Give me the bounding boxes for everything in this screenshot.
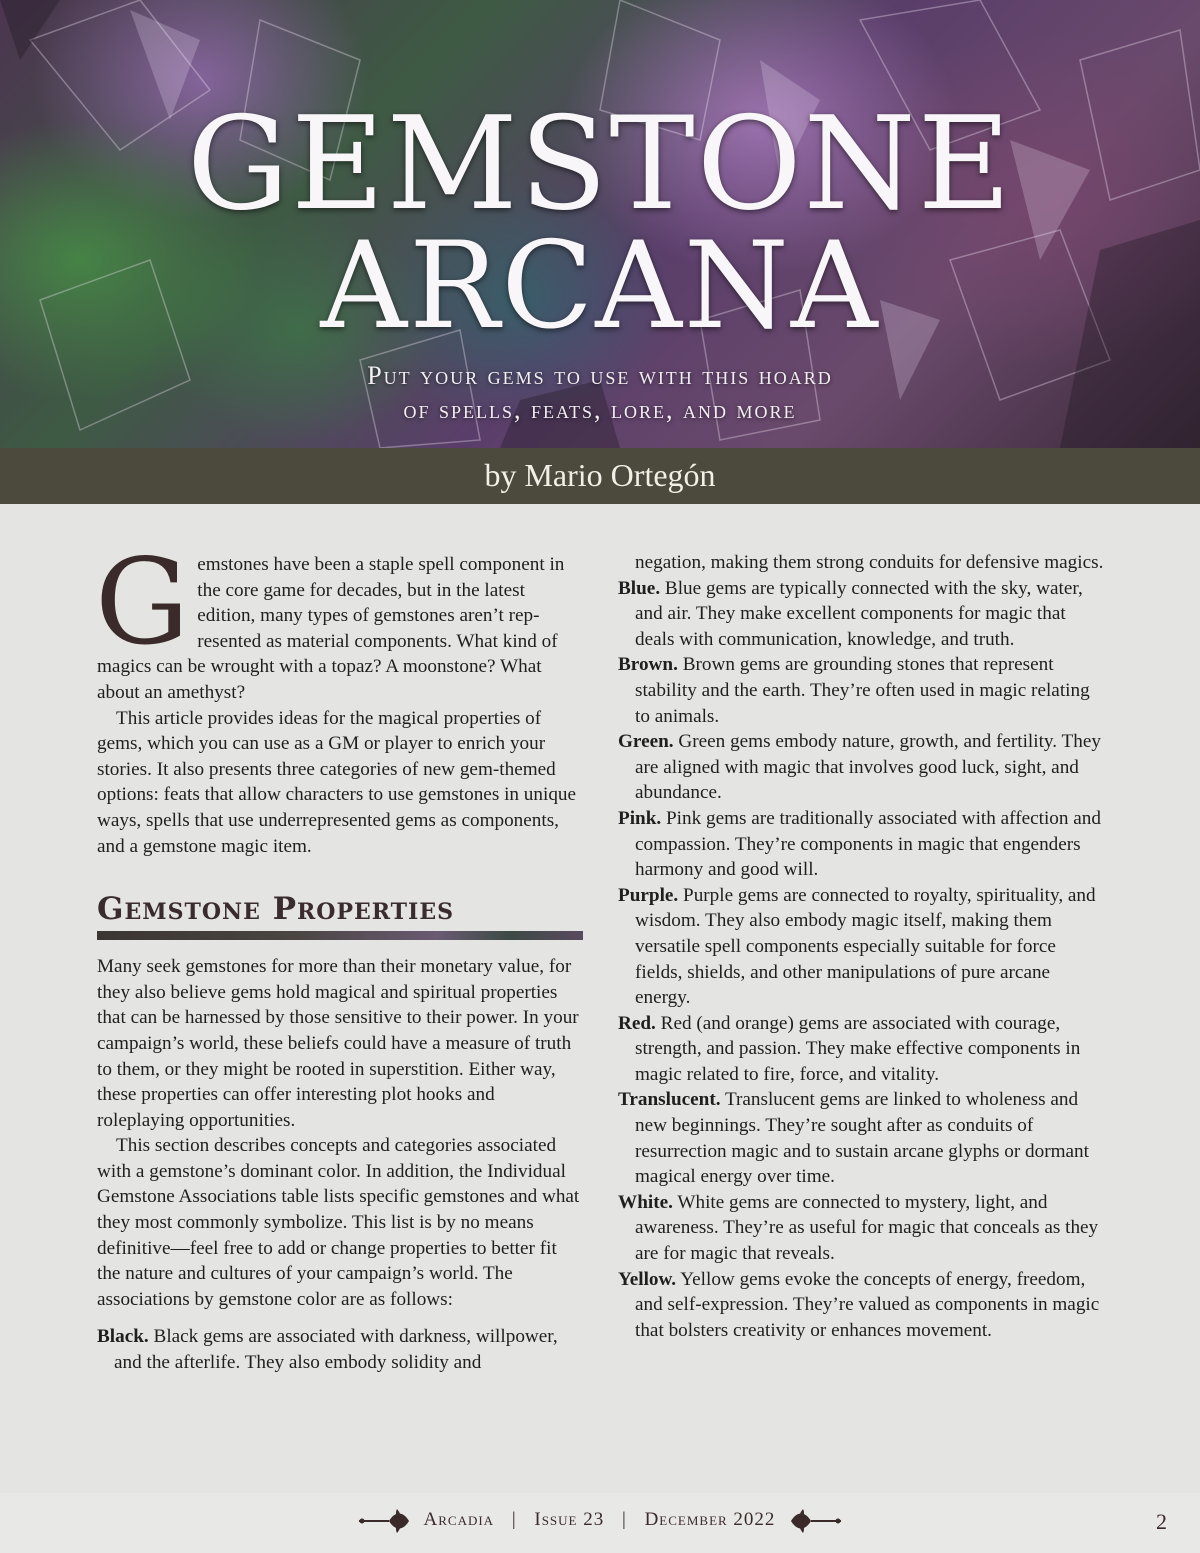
- color-entry-black-continued: negation, making them strong conduits for defensive magics.: [635, 552, 1104, 573]
- color-label: Pink.: [618, 807, 662, 829]
- color-text: White gems are connected to mystery, light, and awareness. They’re as useful for magic that conceals as they are for magic that reveals.: [635, 1191, 1099, 1265]
- section-paragraph-2: This section describes concepts and categories associated with a gemstone’s dominant color. In addition, the Individual Gemstone Associations table lists specific gemstones and what they most commonly symbolize. This list is by no means definitive—feel free to add or change properties to better fit the nature and cultures of your campaign’s world. The associations by gemstone color are as follows:: [97, 1135, 580, 1310]
- color-label: Translucent.: [618, 1089, 721, 1111]
- color-entry: [618, 806, 1104, 883]
- color-text: Yellow gems evoke the concepts of energy, freedom, and self-expression. They’re valued as components in magic that bolsters creativity or enhances movement.: [635, 1268, 1100, 1341]
- footer-date: December 2022: [644, 1509, 776, 1530]
- color-label: Red.: [618, 1012, 656, 1034]
- title-line-2: ARCANA: [320, 217, 880, 356]
- color-entry-black: [97, 1324, 583, 1375]
- section-heading: Gemstone Properties: [97, 891, 454, 928]
- color-entry: [618, 1087, 1104, 1189]
- color-text-black: Black gems are associated with darkness, willpower, and the afterlife. They also embody solidity and: [114, 1326, 558, 1374]
- color-text: Purple gems are connected to royalty, spirituality, and wisdom. They also embody magic itself, making them versatile spell components especially suitable for force fields, shields, and other manipulations of pure arcane energy.: [635, 884, 1096, 1009]
- color-text: Red (and orange) gems are associated with courage, strength, and passion. They make effective components in magic related to fire, force, and vitality.: [635, 1012, 1081, 1085]
- intro-paragraph-2: This article provides ideas for the magical properties of gems, which you can use as a GM or player to enrich your stories. It also presents three categories of new gem-themed options: feats that allow characters to use gemstones in unique ways, spells that use underrepresented gems as components, and a gemstone magic item.: [97, 707, 577, 857]
- color-label: Purple.: [618, 884, 679, 906]
- footer-info: Arcadia | Issue 23 | December 2022: [0, 1505, 1200, 1536]
- color-text: Pink gems are traditionally associated with affection and compassion. They’re components in magic that engenders harmony and good will.: [635, 807, 1101, 881]
- subtitle-line-2: of spells, feats, lore, and more: [403, 395, 797, 424]
- section-divider: [97, 931, 583, 940]
- drop-cap: G: [95, 533, 190, 671]
- color-entry: [618, 1267, 1104, 1344]
- color-text: Brown gems are grounding stones that represent stability and the earth. They’re often used in magic relating to animals.: [635, 654, 1090, 727]
- footer-issue: Issue 23: [534, 1509, 605, 1530]
- page-number: 2: [1156, 1509, 1167, 1534]
- right-column: [618, 550, 1104, 1343]
- color-entry: [618, 883, 1104, 1011]
- left-column: [95, 533, 583, 1376]
- color-entry: [618, 652, 1104, 729]
- color-entry: [618, 1190, 1104, 1267]
- byline: by Mario Ortegón: [484, 457, 716, 493]
- color-text: Green gems embody nature, growth, and fertility. They are aligned with magic that involves good luck, sight, and abundance.: [635, 731, 1101, 804]
- subtitle-line-1: Put your gems to use with this hoard: [367, 361, 833, 390]
- intro-paragraph-1-text: emstones have been a staple spell component in the core game for decades, but in the latest edition, many types of gemstones aren’t represented as material components. What kind of magics can be wrought with a topaz? A moonstone? What about an amethyst?: [97, 554, 565, 703]
- intro-paragraph-1: [95, 533, 583, 706]
- hero-banner: [0, 0, 1200, 448]
- color-text: Blue gems are typically connected with the sky, water, and air. They make excellent components for magic that deals with communication, knowledge, and truth.: [635, 577, 1083, 650]
- fleuron-icon: [789, 1506, 841, 1536]
- color-list: [618, 576, 1104, 1344]
- section-paragraph-1: Many seek gemstones for more than their monetary value, for they also believe gems hold magical and spiritual properties that can be harnessed by those sensitive to their power. In your campaign’s world, these beliefs could have a measure of truth to them, or they might be rooted in superstition. Either way, these properties can offer interesting plot hooks and roleplaying opportunities.: [97, 956, 579, 1131]
- color-label: White.: [618, 1191, 673, 1213]
- title-line-1: GEMSTONE: [186, 90, 1014, 239]
- color-entry: [618, 1011, 1104, 1088]
- color-text: Translucent gems are linked to wholeness and new beginnings. They’re sought after as conduits of resurrection magic and to sustain arcane glyphs or dormant magical energy over time.: [635, 1089, 1089, 1188]
- color-entry: [618, 729, 1104, 806]
- fleuron-icon: [359, 1506, 411, 1536]
- color-label: Yellow.: [618, 1268, 677, 1290]
- color-label: Green.: [618, 731, 674, 753]
- color-label-black: Black.: [97, 1326, 149, 1348]
- footer-magazine: Arcadia: [423, 1509, 495, 1530]
- color-label: Brown.: [618, 654, 678, 676]
- color-label: Blue.: [618, 577, 661, 599]
- color-entry: [618, 576, 1104, 653]
